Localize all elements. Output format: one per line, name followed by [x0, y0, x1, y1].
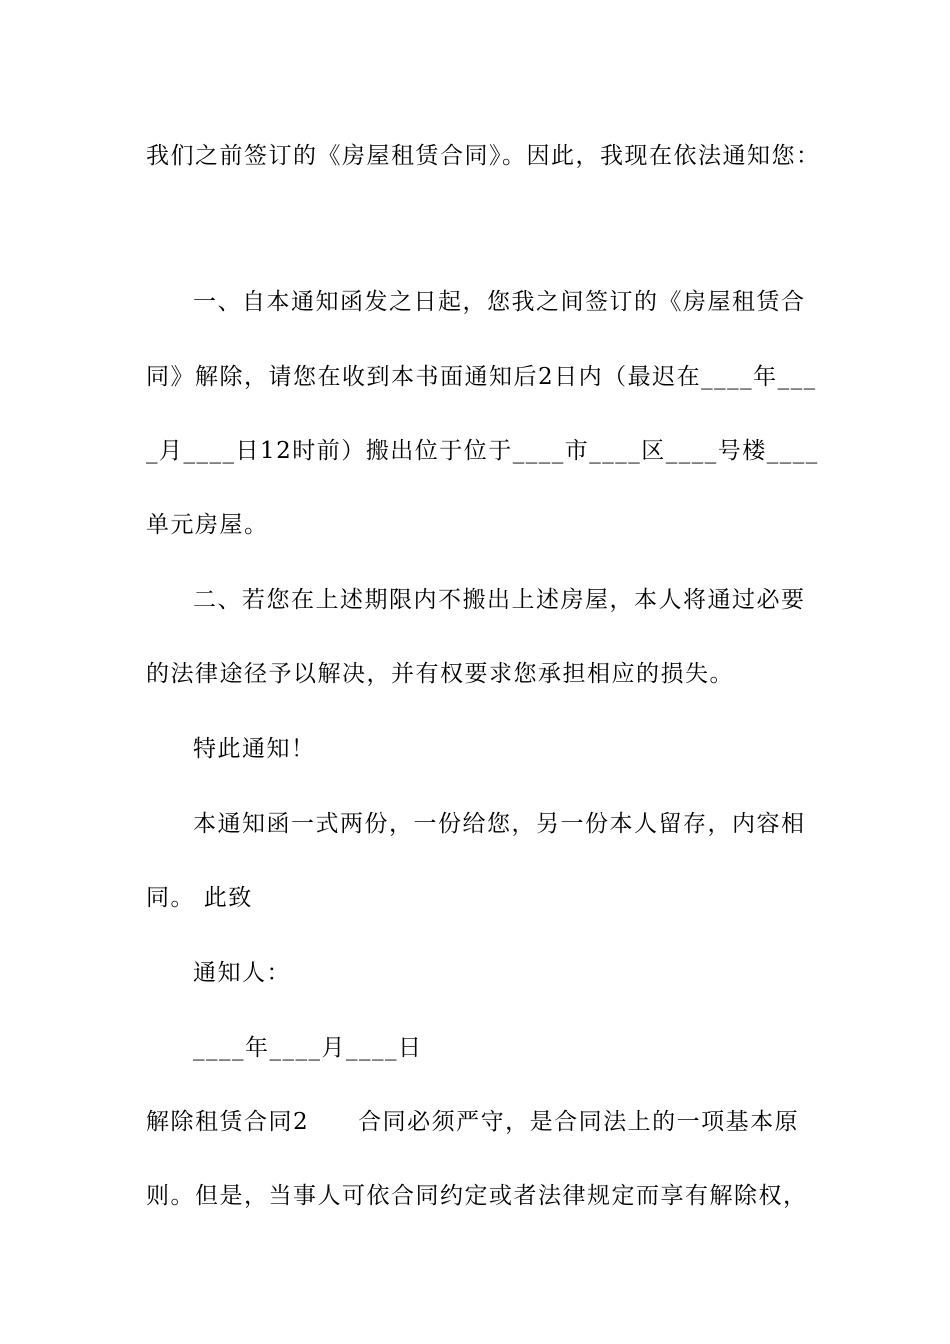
text-line-2: 一、自本通知函发之日起，您我之间签订的《房屋租赁合	[193, 289, 806, 315]
text-line-3: 同》解除，请您在收到本书面通知后2日内（最迟在____年___	[146, 364, 817, 390]
text-line-11: 通知人：	[193, 960, 291, 986]
text-line-5: 单元房屋。	[146, 512, 269, 538]
text-line-8: 特此通知！	[193, 736, 316, 762]
text-line-6: 二、若您在上述期限内不搬出上述房屋，本人将通过必要	[193, 587, 806, 613]
text-line-1: 我们之前签订的《房屋租赁合同》。因此，我现在依法通知您：	[146, 143, 821, 169]
text-line-14: 则。但是，当事人可依合同约定或者法律规定而享有解除权，	[146, 1183, 808, 1209]
text-line-7: 的法律途径予以解决，并有权要求您承担相应的损失。	[146, 661, 734, 687]
text-line-13: 解除租赁合同2 合同必须严守，是合同法上的一项基本原	[146, 1109, 800, 1135]
text-line-4: _月____日12时前）搬出位于位于____市____区____号楼____	[146, 438, 819, 464]
text-line-10: 同。 此致	[146, 885, 253, 911]
text-line-12: ____年____月____日	[193, 1035, 423, 1061]
text-line-9: 本通知函一式两份，一份给您，另一份本人留存，内容相	[193, 811, 806, 837]
